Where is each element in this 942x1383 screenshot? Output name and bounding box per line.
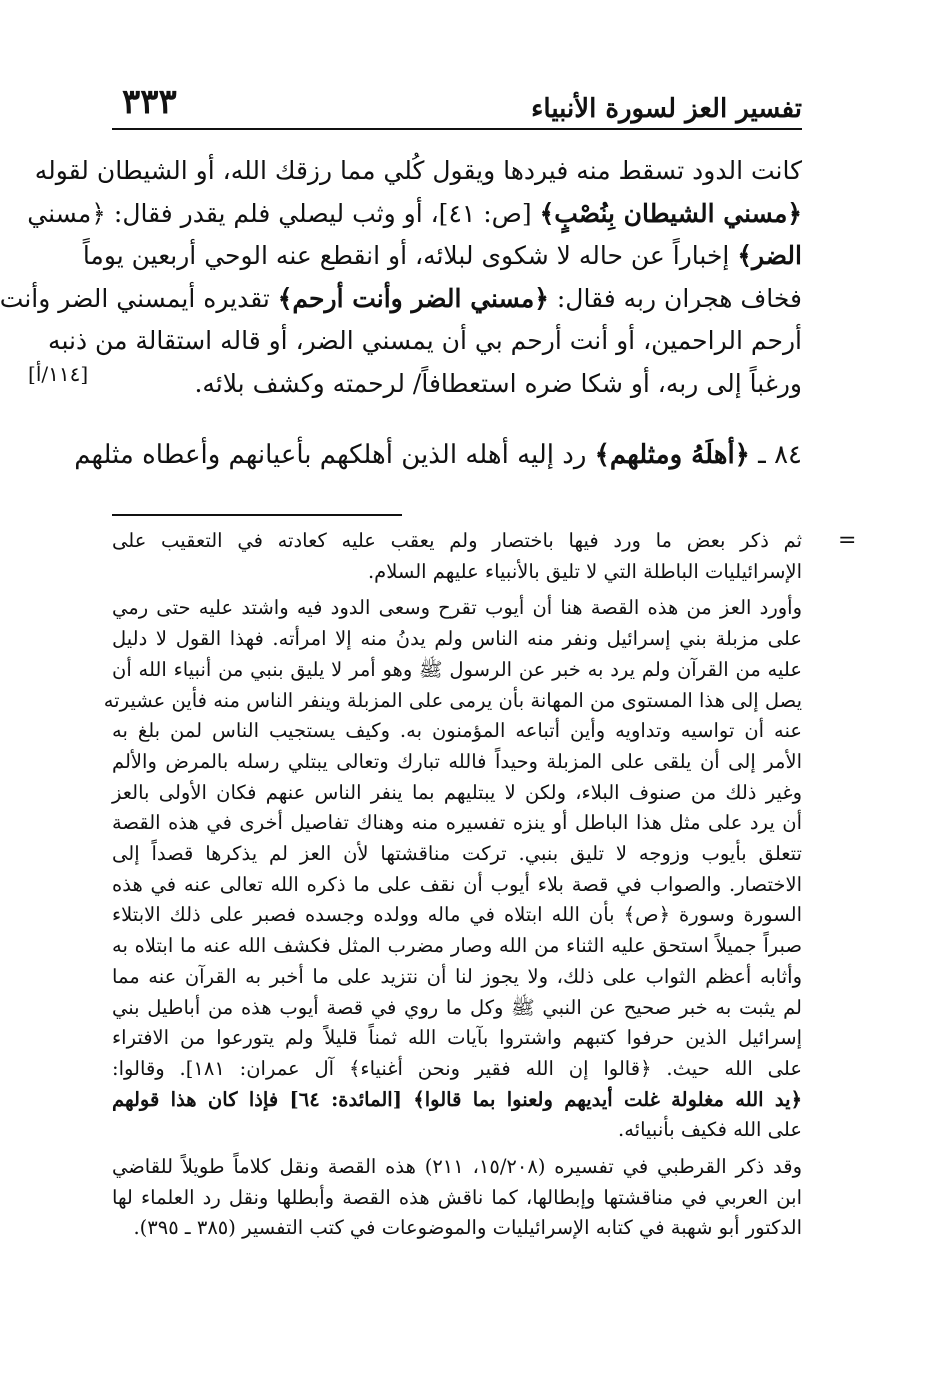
main-line: أرحم الراحمين، أو أنت أرحم بي أن يمسني الضر، أو قاله استقالة من ذنبه — [48, 326, 802, 355]
footnote-line: ثم ذكر بعض ما ورد فيها باختصار ولم يعقب عليه كعادته في التعقيب على — [112, 529, 802, 552]
footnote-line: وأثابه أعظم الثواب على ذلك، ولا يجوز لنا أن نتزيد على ما أخبر به القرآن عنه مما — [112, 964, 802, 988]
footnote-line: وقد ذكر القرطبي في تفسيره (١٥/٢٠٨، ٢١١) هذه القصة ونقل كلاماً طويلاً للقاضي — [112, 1155, 803, 1179]
footnote-line: عليه من القرآن ولم يرد به خبر عن الرسول ﷺ وهو أمر لا يليق بنبي من أنبياء الله أن — [112, 657, 802, 681]
footnote-line: على مزبلة بني إسرائيل ونفر منه الناس ولم يدنُ منه إلا امرأته. فهذا القول لا دليل — [112, 627, 802, 651]
footnote-line: السورة وسورة ﴿ص﴾ بأن الله ابتلاه في ماله وولده وجسده فصبر على ذلك الابتلاء — [112, 903, 802, 927]
footnotes — [103, 526, 803, 1244]
main-line: فخاف هجران ربه فقال: ﴿مسني الضر وأنت أرحم﴾ تقديره أيمسني الضر وأنت — [0, 283, 802, 313]
footnote-line: تتعلق بأيوب وزوجه لا تليق بنبي. تركت مناقشتها لأن العز لم يذكرها قصداً إلى — [112, 842, 802, 866]
footnote-line: الأمر إلى أن يلقى على المزبلة وحيداً فالله تبارك وتعالى يبتلي رسله بالمرض والألم — [112, 749, 802, 773]
footnote-line: الاختصار. والصواب في قصة بلاء أيوب أن نقف على ما ذكره الله تعالى عنه في هذه — [112, 872, 802, 896]
footnote-continuation-mark: = — [838, 528, 857, 553]
footnote-line: ﴿يد الله مغلولة غلت أيديهم ولعنوا بما قالوا﴾ [المائدة: ٦٤] فإذا كان هذا قولهم — [112, 1087, 803, 1111]
quran-quote: الضر﴾ — [737, 241, 802, 270]
footnote-line: الدكتور أبو شهبة في كتابه الإسرائيليات والموضوعات في كتب التفسير (٣٨٥ ـ ٣٩٥). — [133, 1216, 802, 1240]
verse-number: ٨٤ ـ — [749, 440, 802, 470]
footnote-line: وغير ذلك من صنوف البلاء، ولكن لا يبتليهم بما ينفر الناس عنهم فكان الأولى بالعز — [112, 780, 802, 804]
footnote-line: يصل إلى هذا المستوى من المهانة بأن يرمى على المزبلة وينفر الناس منه فأين عشيرته — [103, 688, 802, 712]
footnote-line: لم يثبت به خبر صحيح عن النبي ﷺ وكل ما روي في قصة أيوب هذه من أباطيل بني — [112, 995, 802, 1019]
quran-quote: ﴿مسني الشيطان بِنُصْبٍ﴾ — [539, 198, 802, 228]
footnote-line: أن يرد على مثل هذا الباطل أو ينزه تفسيره منه وهناك تفاصيل أخرى في هذه القصة — [112, 811, 802, 835]
page-header — [112, 80, 802, 130]
footnote-line: صبراً جميلاً استحق عليه الثناء من الله وصار مضرب المثل فكشف الله عنه ما ابتلاه به — [112, 934, 802, 958]
verse-heading — [74, 440, 802, 470]
footnote-rule — [112, 514, 402, 516]
footnote-line: الإسرائيليات الباطلة التي لا تليق بالأنبياء عليهم السلام. — [367, 559, 802, 583]
header-rule — [112, 128, 802, 130]
main-line: كانت الدود تسقط منه فيردها ويقول كُلي مما رزقك الله، أو الشيطان لقوله — [34, 156, 802, 185]
main-line: الضر﴾ إخباراً عن حاله لا شكوى لبلائه، أو انقطع عنه الوحي أربعين يوماً — [82, 241, 802, 270]
footnote-line: على الله فكيف بأنبيائه. — [618, 1118, 802, 1142]
page-number: ٣٣٣ — [122, 82, 177, 122]
footnote-line: ابن العربي في مناقشتها وإبطالها، كما ناقش هذه القصة وأبطلها ونقل رد العلماء لها — [112, 1185, 802, 1209]
footnote-line: إسرائيل الذين حرفوا كتبهم واشتروا بآيات الله ثمناً قليلاً ولم يتورعوا من الافتراء — [112, 1026, 802, 1050]
footnote-line: على الله حيث. ﴿قالوا إن الله فقير ونحن أغنياء﴾ آل عمران: ١٨١]. وقالوا: — [112, 1056, 803, 1080]
quran-quote: ﴿مسني الضر وأنت أرحم﴾ — [277, 283, 549, 313]
manuscript-folio-ref: [١١٤/أ] — [28, 362, 89, 386]
footnote-line: وأورد العز من هذه القصة هنا أن أيوب تقرح وسعى الدود فيه واشتد عليه حتى رمي — [112, 596, 802, 620]
main-line: ورغباً إلى ربه، أو شكا ضره استعطافاً/ لرحمته وكشف بلائه. — [194, 368, 802, 398]
running-title: تفسير العز لسورة الأنبياء — [531, 94, 802, 124]
verse-commentary: رد إليه أهله الذين أهلكهم بأعيانهم وأعطاه مثلهم — [74, 440, 595, 470]
main-line: ﴿مسني الشيطان بِنُصْبٍ﴾ [ص: ٤١]، أو وثب ليصلي فلم يقدر فقال: ﴿مسني — [27, 198, 802, 228]
verse-quote: ﴿أهلَهُ ومثلهم﴾ — [594, 440, 750, 470]
footnote-line: عنه أن تواسيه وتداويه وأين أتباعه المؤمنون به. وكيف يستجيب الناس لمن بلغ به — [112, 719, 802, 743]
